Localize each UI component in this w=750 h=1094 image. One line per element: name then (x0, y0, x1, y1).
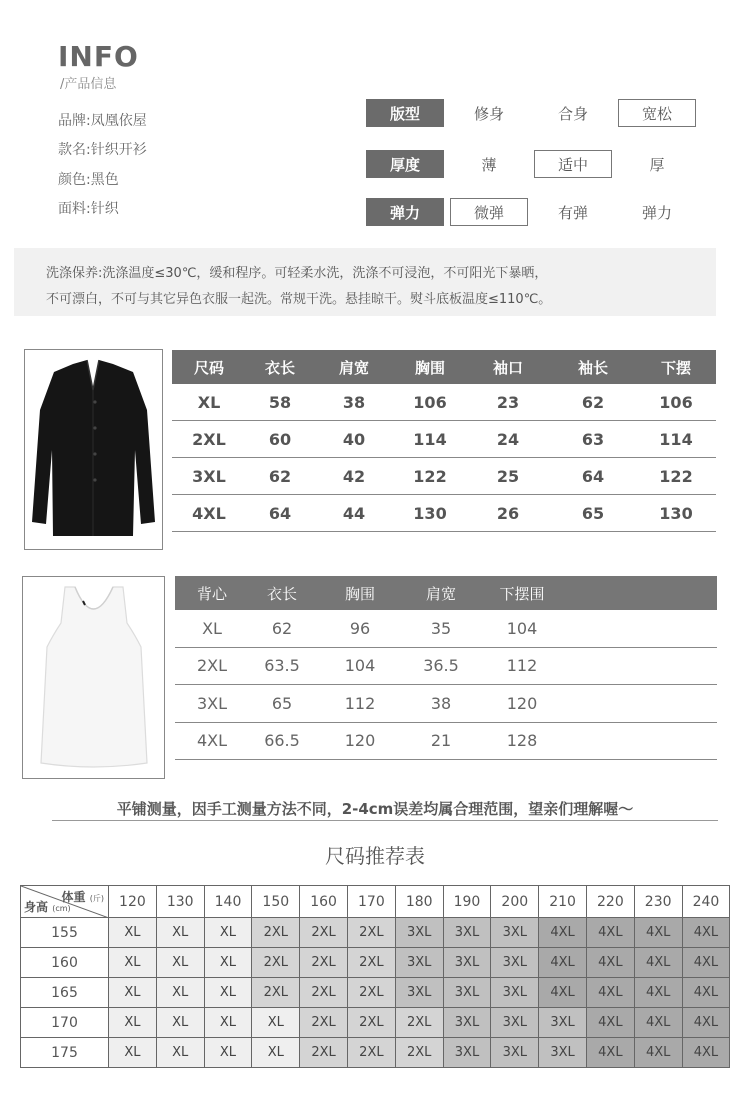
table-cell: 23 (496, 392, 520, 412)
option-thickness-medium: 适中 (534, 150, 612, 178)
table-cell: 130 (413, 503, 447, 523)
info-title: INFO (58, 40, 139, 73)
size-cell: 3XL (539, 1038, 587, 1068)
size-cell: XL (204, 948, 252, 978)
table-cell: 58 (268, 392, 292, 412)
table-row (172, 384, 716, 421)
vest-image (22, 576, 165, 779)
size-cell: 4XL (634, 1038, 682, 1068)
table-cell: 130 (659, 503, 693, 523)
size-cell: 2XL (300, 918, 348, 948)
size-cell: XL (156, 978, 204, 1008)
white-vest-icon (23, 577, 164, 778)
washing-line-2: 不可漂白，不可与其它异色衣服一起洗。常规干洗。悬挂晾干。熨斗底板温度≤110℃。 (46, 292, 552, 307)
weight-header-cell: 140 (204, 886, 252, 918)
table-cell: 64 (268, 503, 292, 523)
table-row (175, 723, 717, 761)
cardigan-table-header (172, 350, 716, 384)
option-label-stretch: 弹力 (366, 198, 444, 226)
header-cuff: 袖口 (492, 358, 523, 377)
header-chest: 胸围 (344, 584, 375, 603)
table-cell: 35 (430, 618, 452, 638)
size-cell: XL (109, 918, 157, 948)
weight-header-cell: 180 (395, 886, 443, 918)
height-cell: 160 (21, 948, 109, 978)
size-cell: 4XL (634, 978, 682, 1008)
washing-instructions (14, 248, 716, 316)
header-sleeve: 袖长 (577, 358, 608, 377)
header-vest: 背心 (196, 584, 227, 603)
attr-brand: 品牌:凤凰依屋 (58, 113, 147, 129)
option-fit-slim: 修身 (473, 104, 504, 123)
weight-header-cell: 190 (443, 886, 491, 918)
option-row-stretch (366, 198, 696, 226)
option-thickness-thin: 薄 (481, 155, 497, 174)
table-cell: 4XL (196, 731, 228, 751)
table-cell: 66.5 (264, 731, 300, 751)
corner-cell (21, 886, 109, 918)
height-label-group (24, 898, 71, 915)
table-cell: 64 (581, 466, 605, 486)
size-cell: 4XL (586, 978, 634, 1008)
table-row (21, 948, 730, 978)
table-row (175, 648, 717, 686)
info-subtitle: /产品信息 (60, 77, 117, 92)
weight-header-cell: 160 (300, 886, 348, 918)
size-cell: 3XL (395, 948, 443, 978)
table-cell: 106 (659, 392, 693, 412)
weight-label: 体重 (61, 890, 86, 904)
size-cell: XL (156, 1038, 204, 1068)
size-cell: XL (109, 978, 157, 1008)
weight-header-cell: 120 (109, 886, 157, 918)
table-cell: 96 (349, 618, 371, 638)
table-cell: 65 (271, 693, 293, 713)
header-length: 衣长 (266, 584, 297, 603)
size-recommend-table (20, 885, 730, 1068)
vest-size-table (175, 576, 717, 760)
size-cell: 4XL (682, 918, 730, 948)
recommend-header-row (21, 886, 730, 918)
table-cell: 63.5 (264, 656, 300, 676)
size-cell: 3XL (491, 1008, 539, 1038)
size-cell: 2XL (300, 1038, 348, 1068)
size-cell: XL (156, 918, 204, 948)
table-row (175, 685, 717, 723)
size-cell: 3XL (491, 1038, 539, 1068)
table-cell: 62 (271, 618, 293, 638)
size-cell: 3XL (443, 1038, 491, 1068)
size-cell: 4XL (586, 1008, 634, 1038)
table-cell: 106 (413, 392, 447, 412)
table-cell: 3XL (196, 693, 228, 713)
divider (52, 820, 718, 821)
washing-line-1: 洗涤保养:洗涤温度≤30℃，缓和程序。可轻柔水洗，洗涤不可浸泡，不可阳光下暴晒， (46, 266, 548, 281)
weight-header-cell: 170 (347, 886, 395, 918)
option-label-thickness: 厚度 (366, 150, 444, 178)
table-cell: 2XL (192, 429, 226, 449)
weight-unit: (斤) (89, 894, 104, 903)
height-label: 身高 (24, 900, 49, 914)
size-cell: 2XL (347, 1008, 395, 1038)
vest-table-header (175, 576, 717, 610)
size-cell: 4XL (682, 1008, 730, 1038)
size-cell: 2XL (300, 1008, 348, 1038)
table-cell: 38 (342, 392, 366, 412)
size-cell: 4XL (682, 978, 730, 1008)
size-cell: 2XL (395, 1008, 443, 1038)
table-cell: 122 (659, 466, 693, 486)
table-cell: 122 (413, 466, 447, 486)
table-cell: 63 (581, 429, 605, 449)
size-cell: XL (252, 1008, 300, 1038)
table-row (172, 458, 716, 495)
table-cell: XL (202, 618, 222, 638)
size-cell: 3XL (395, 978, 443, 1008)
size-cell: 3XL (443, 978, 491, 1008)
attr-style-name: 款名:针织开衫 (58, 142, 147, 158)
size-cell: 4XL (634, 1008, 682, 1038)
size-cell: 2XL (252, 978, 300, 1008)
size-cell: 4XL (586, 918, 634, 948)
option-stretch-slight: 微弹 (450, 198, 528, 226)
size-cell: XL (204, 978, 252, 1008)
height-cell: 165 (21, 978, 109, 1008)
size-cell: 4XL (682, 1038, 730, 1068)
header-length: 衣长 (264, 358, 295, 377)
table-row (172, 495, 716, 532)
header-shoulder: 肩宽 (425, 584, 456, 603)
table-row (172, 421, 716, 458)
size-cell: 2XL (347, 978, 395, 1008)
header-shoulder: 肩宽 (338, 358, 369, 377)
table-cell: 4XL (192, 503, 226, 523)
header-hem: 下摆围 (499, 584, 545, 603)
size-cell: XL (252, 1038, 300, 1068)
option-row-fit (366, 99, 696, 127)
attr-color: 颜色:黑色 (58, 172, 119, 188)
table-cell: 60 (268, 429, 292, 449)
table-cell: 36.5 (423, 656, 459, 676)
size-cell: 3XL (443, 918, 491, 948)
option-label-fit: 版型 (366, 99, 444, 127)
table-cell: 128 (506, 731, 538, 751)
table-cell: 25 (496, 466, 520, 486)
weight-header-cell: 150 (252, 886, 300, 918)
table-cell: 44 (342, 503, 366, 523)
table-cell: 104 (506, 618, 538, 638)
size-cell: XL (204, 1008, 252, 1038)
weight-header-cell: 230 (634, 886, 682, 918)
table-cell: 65 (581, 503, 605, 523)
table-cell: 112 (344, 693, 376, 713)
size-cell: 4XL (539, 978, 587, 1008)
measurement-note: 平铺测量，因手工测量方法不同，2-4cm误差均属合理范围，望亲们理解喔～ (116, 800, 634, 818)
table-row (21, 1008, 730, 1038)
table-cell: XL (197, 392, 221, 412)
table-cell: 21 (430, 731, 452, 751)
size-cell: 2XL (252, 948, 300, 978)
size-cell: 3XL (395, 918, 443, 948)
recommend-title: 尺码推荐表 (325, 844, 425, 868)
size-cell: 4XL (539, 948, 587, 978)
size-cell: XL (204, 1038, 252, 1068)
attr-fabric: 面料:针织 (58, 201, 119, 217)
cardigan-image (24, 349, 163, 550)
size-cell: 4XL (539, 918, 587, 948)
table-row (21, 918, 730, 948)
size-cell: 2XL (347, 948, 395, 978)
size-cell: 3XL (443, 948, 491, 978)
table-cell: 42 (342, 466, 366, 486)
header-size: 尺码 (193, 358, 224, 377)
header-chest: 胸围 (414, 358, 445, 377)
option-stretch-high: 弹力 (641, 203, 672, 222)
size-cell: 3XL (491, 948, 539, 978)
table-cell: 114 (659, 429, 693, 449)
weight-header-cell: 240 (682, 886, 730, 918)
table-cell: 38 (430, 693, 452, 713)
table-cell: 112 (506, 656, 538, 676)
size-cell: XL (109, 1038, 157, 1068)
size-cell: 4XL (634, 918, 682, 948)
table-cell: 62 (268, 466, 292, 486)
table-cell: 104 (344, 656, 376, 676)
table-cell: 24 (496, 429, 520, 449)
table-cell: 26 (496, 503, 520, 523)
weight-header-cell: 200 (491, 886, 539, 918)
table-cell: 120 (506, 693, 538, 713)
option-row-thickness (366, 150, 696, 178)
size-cell: 2XL (300, 978, 348, 1008)
size-cell: 3XL (491, 918, 539, 948)
size-cell: 4XL (586, 948, 634, 978)
size-cell: 4XL (634, 948, 682, 978)
table-cell: 40 (342, 429, 366, 449)
table-row (21, 1038, 730, 1068)
weight-header-cell: 220 (586, 886, 634, 918)
option-stretch-medium: 有弹 (557, 203, 588, 222)
size-cell: 2XL (395, 1038, 443, 1068)
size-cell: 4XL (682, 948, 730, 978)
size-cell: 2XL (300, 948, 348, 978)
size-cell: 4XL (586, 1038, 634, 1068)
black-cardigan-icon (25, 350, 162, 549)
size-cell: XL (109, 1008, 157, 1038)
table-cell: 62 (581, 392, 605, 412)
option-fit-loose: 宽松 (618, 99, 696, 127)
size-cell: 2XL (347, 1038, 395, 1068)
weight-header-cell: 210 (539, 886, 587, 918)
height-cell: 155 (21, 918, 109, 948)
table-row (21, 978, 730, 1008)
weight-header-cell: 130 (156, 886, 204, 918)
height-cell: 170 (21, 1008, 109, 1038)
size-cell: XL (156, 1008, 204, 1038)
table-cell: 2XL (196, 656, 228, 676)
option-thickness-thick: 厚 (649, 155, 665, 174)
size-cell: 3XL (443, 1008, 491, 1038)
option-fit-regular: 合身 (557, 104, 588, 123)
size-cell: 3XL (491, 978, 539, 1008)
size-cell: XL (204, 918, 252, 948)
height-unit: (cm) (52, 904, 71, 913)
header-hem: 下摆 (660, 358, 691, 377)
table-cell: 120 (344, 731, 376, 751)
cardigan-size-table (172, 350, 716, 532)
size-cell: XL (156, 948, 204, 978)
size-cell: 3XL (539, 1008, 587, 1038)
size-cell: 2XL (347, 918, 395, 948)
size-cell: XL (109, 948, 157, 978)
table-row (175, 610, 717, 648)
height-cell: 175 (21, 1038, 109, 1068)
table-cell: 114 (413, 429, 447, 449)
table-cell: 3XL (192, 466, 226, 486)
size-cell: 2XL (252, 918, 300, 948)
